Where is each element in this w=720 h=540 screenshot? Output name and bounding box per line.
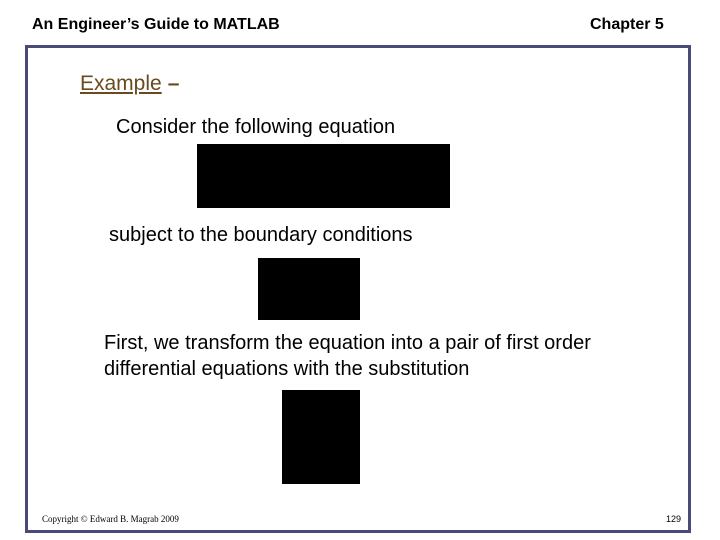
equation-image-2 xyxy=(258,258,360,320)
equation-image-3 xyxy=(282,390,360,484)
equation-image-1 xyxy=(197,144,450,208)
transform-text: First, we transform the equation into a pair of first order differential equations with the substitution xyxy=(104,332,591,380)
example-heading xyxy=(80,72,179,96)
boundary-text: subject to the boundary conditions xyxy=(109,224,413,246)
example-label: Example xyxy=(80,72,162,95)
page-number: 129 xyxy=(666,514,682,524)
example-dash: – xyxy=(167,72,180,95)
intro-text: Consider the following equation xyxy=(116,116,396,138)
chapter-label: Chapter 5 xyxy=(590,16,664,33)
copyright-notice: Copyright © Edward B. Magrab 2009 xyxy=(42,514,179,524)
document-title: An Engineer’s Guide to MATLAB xyxy=(32,16,280,33)
